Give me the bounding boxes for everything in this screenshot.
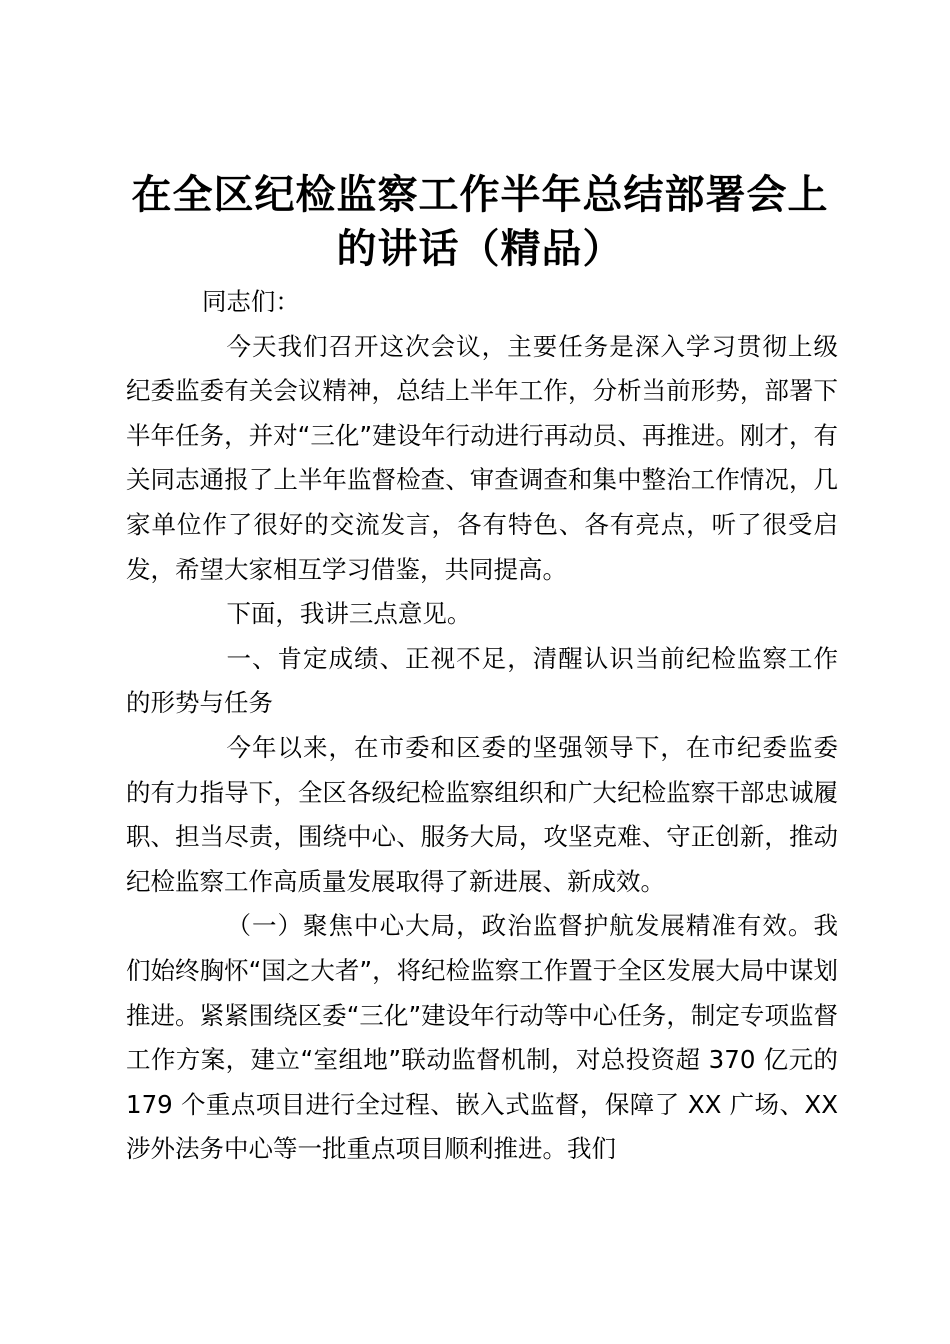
document-title: 在全区纪检监察工作半年总结部署会上的讲话（精品） [131,172,829,272]
greeting: 同志们： [201,287,300,316]
paragraph-intro: 下面，我讲三点意见。 [226,599,472,629]
paragraph-opening: 今天我们召开这次会议，主要任务是深入学习贯彻上级纪委监委有关会议精神，总结上半年工作，分析当前形势，部署下半年任务，并对“三化”建设年行动进行再动员、再推进。刚才，有关同志通报了上半年监督检查、审查调查和集中整治工作情况，几家单位作了很好的交流发言，各有特色、各有亮点，听了很受启发，希望大家相互学习借鉴，共同提高。 [126,331,838,584]
paragraph-achievements: 今年以来，在市委和区委的坚强领导下，在市纪委监委的有力指导下，全区各级纪检监察组织和广大纪检监察干部忠诚履职、担当尽责，围绕中心、服务大局，攻坚克难、守正创新，推动纪检监察工作高质量发展取得了新进展、新成效。 [126,732,838,896]
document-body [126,280,838,1172]
paragraph-subsection-one: （一）聚焦中心大局，政治监督护航发展精准有效。我们始终胸怀“国之大者”，将纪检监察工作置于全区发展大局中谋划推进。紧紧围绕区委“三化”建设年行动等中心任务，制定专项监督工作方案，建立“室组地”联动监督机制，对总投资超 370 亿元的 179 个重点项目进行全过程、嵌入式监督，保障了 XX 广场、XX 涉外法务中心等一批重点项目顺利推进。我们 [126,911,838,1164]
section-heading-one: 一、肯定成绩、正视不足，清醒认识当前纪检监察工作的形势与任务 [126,643,838,718]
